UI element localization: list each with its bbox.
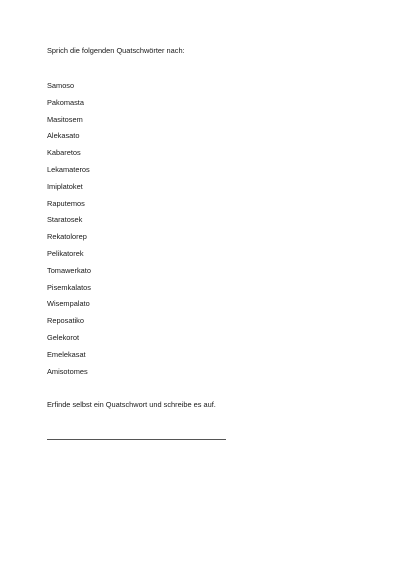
answer-line[interactable] — [47, 439, 226, 440]
list-item: Lekamateros — [47, 164, 90, 174]
list-item: Kabaretos — [47, 148, 81, 158]
list-item: Raputemos — [47, 198, 85, 208]
list-item: Staratosek — [47, 215, 83, 225]
list-item: Masitosem — [47, 114, 83, 124]
list-item: Rekatolorep — [47, 232, 87, 242]
list-item: Wisempalato — [47, 299, 90, 309]
list-item: Pelikatorek — [47, 248, 84, 258]
list-item: Tomawerkato — [47, 265, 91, 275]
list-item: Pakomasta — [47, 97, 84, 107]
list-item: Emelekasat — [47, 349, 86, 359]
list-item: Alekasato — [47, 131, 80, 141]
list-item: Pisemkalatos — [47, 282, 91, 292]
list-item: Gelekorot — [47, 332, 80, 342]
nonsense-word-list — [47, 81, 91, 383]
list-item: Reposatiko — [47, 316, 84, 326]
instruction-text: Sprich die folgenden Quatschwörter nach: — [47, 46, 185, 55]
list-item: Samoso — [47, 81, 75, 90]
list-item: Imiplatoket — [47, 181, 83, 191]
list-item: Amisotomes — [47, 366, 88, 376]
task-text: Erfinde selbst ein Quatschwort und schreibe es auf. — [47, 400, 216, 409]
